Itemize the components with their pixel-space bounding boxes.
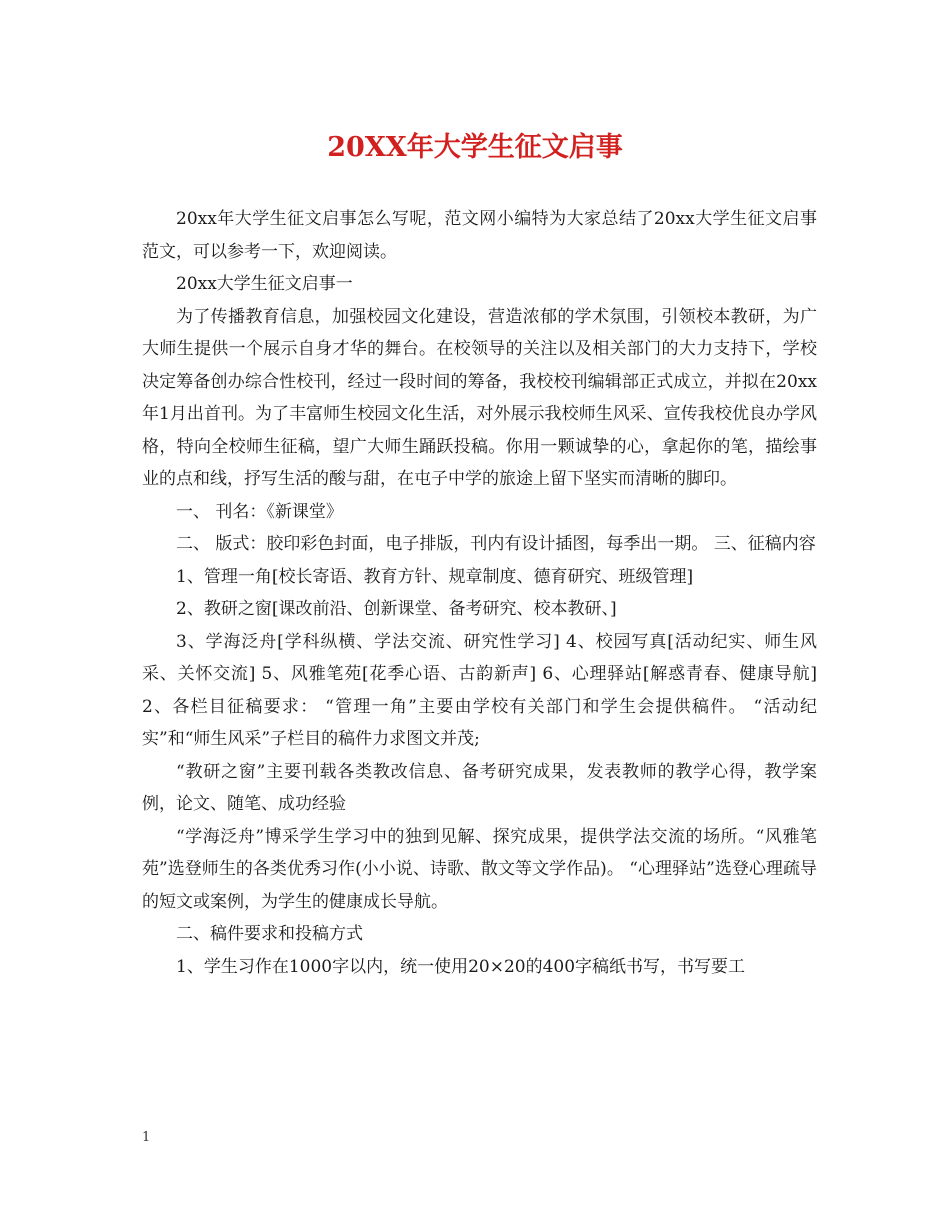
- intro-paragraph: 20xx年大学生征文启事怎么写呢，范文网小编特为大家总结了20xx大学生征文启事范文，可以参考一下，欢迎阅读。: [142, 209, 817, 262]
- body-paragraph: “学海泛舟”博采学生学习中的独到见解、探究成果，提供学法交流的场所。“风雅笔苑”选登师生的各类优秀习作(小小说、诗歌、散文等文学作品)。 “心理驿站”选登心理疏导的短文或案例，为学生的健康成长导航。: [142, 826, 817, 912]
- list-item: 一、 刊名：《新课堂》: [176, 501, 343, 522]
- page-number: 1: [142, 1130, 151, 1145]
- section-heading: 二、稿件要求和投稿方式: [176, 924, 363, 944]
- section-heading: 20xx大学生征文启事一: [176, 274, 353, 294]
- body-paragraph: 为了传播教育信息，加强校园文化建设，营造浓郁的学术氛围，引领校本教研，为广大师生提供一个展示自身才华的舞台。在校领导的关注以及相关部门的大力支持下，学校决定筹备创办综合性校刊，经过一段时间的筹备，我校校刊编辑部正式成立，并拟在20xx年1月出首刊。为了丰富师生校园文化生活，对外展示我校师生风采、宣传我校优良办学风格，特向全校师生征稿，望广大师生踊跃投稿。你用一颗诚挚的心，拿起你的笔，描绘事业的点和线，抒写生活的酸与甜，在屯子中学的旅途上留下坚实而清晰的脚印。: [142, 306, 817, 489]
- list-item: 二、 版式：胶印彩色封面，电子排版，刊内有设计插图，每季出一期。 三、征稿内容: [176, 534, 816, 554]
- list-item: 1、学生习作在1000字以内，统一使用20×20的400字稿纸书写，书写要工: [176, 956, 746, 977]
- body-paragraph: “教研之窗”主要刊载各类教改信息、备考研究成果，发表教师的教学心得，教学案例，论文、随笔、成功经验: [142, 761, 817, 814]
- document-title: 20XX年大学生征文启事: [327, 132, 623, 163]
- document-body: [142, 203, 817, 983]
- list-item: 2、教研之窗[课改前沿、创新课堂、备考研究、校本教研、]: [176, 599, 617, 619]
- list-item: 1、管理一角[校长寄语、教育方针、规章制度、德育研究、班级管理]: [176, 566, 694, 587]
- body-paragraph: 3、学海泛舟[学科纵横、学法交流、研究性学习] 4、校园写真[活动纪实、师生风采、关怀交流] 5、风雅笔苑[花季心语、古韵新声] 6、心理驿站[解惑青春、健康导航] 2、各栏目征稿要求： “管理一角”主要由学校有关部门和学生会提供稿件。 “活动纪实”和“师生风采”子栏目的稿件力求图文并茂;: [142, 631, 817, 749]
